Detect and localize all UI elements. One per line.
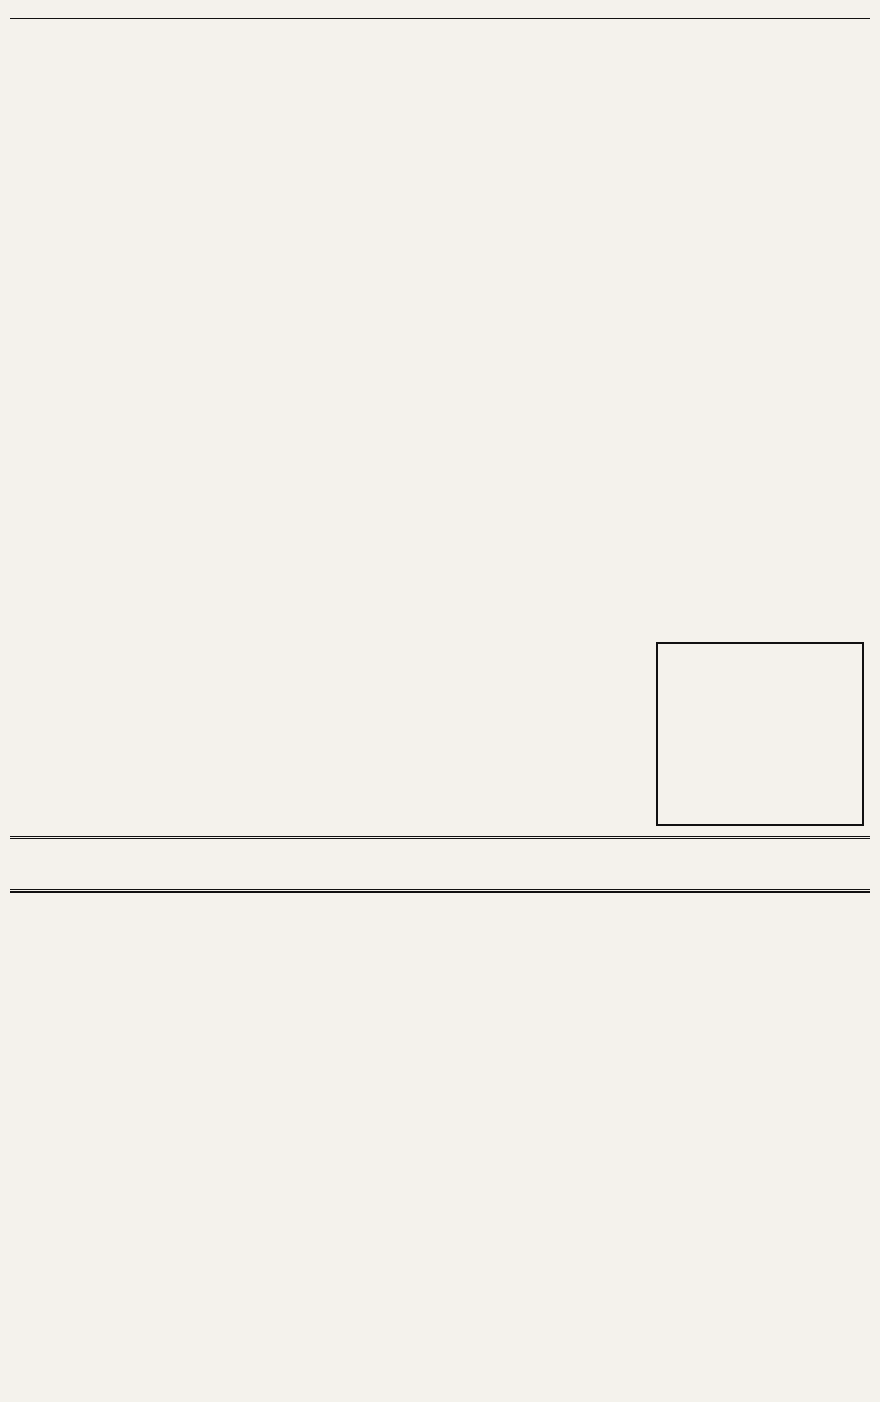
guide-deadline-line (10, 839, 870, 848)
senior-data-entry-ad (656, 642, 864, 826)
home-service-guide-banner (10, 836, 870, 892)
masthead (10, 4, 870, 19)
service-guide-columns (10, 892, 870, 1393)
